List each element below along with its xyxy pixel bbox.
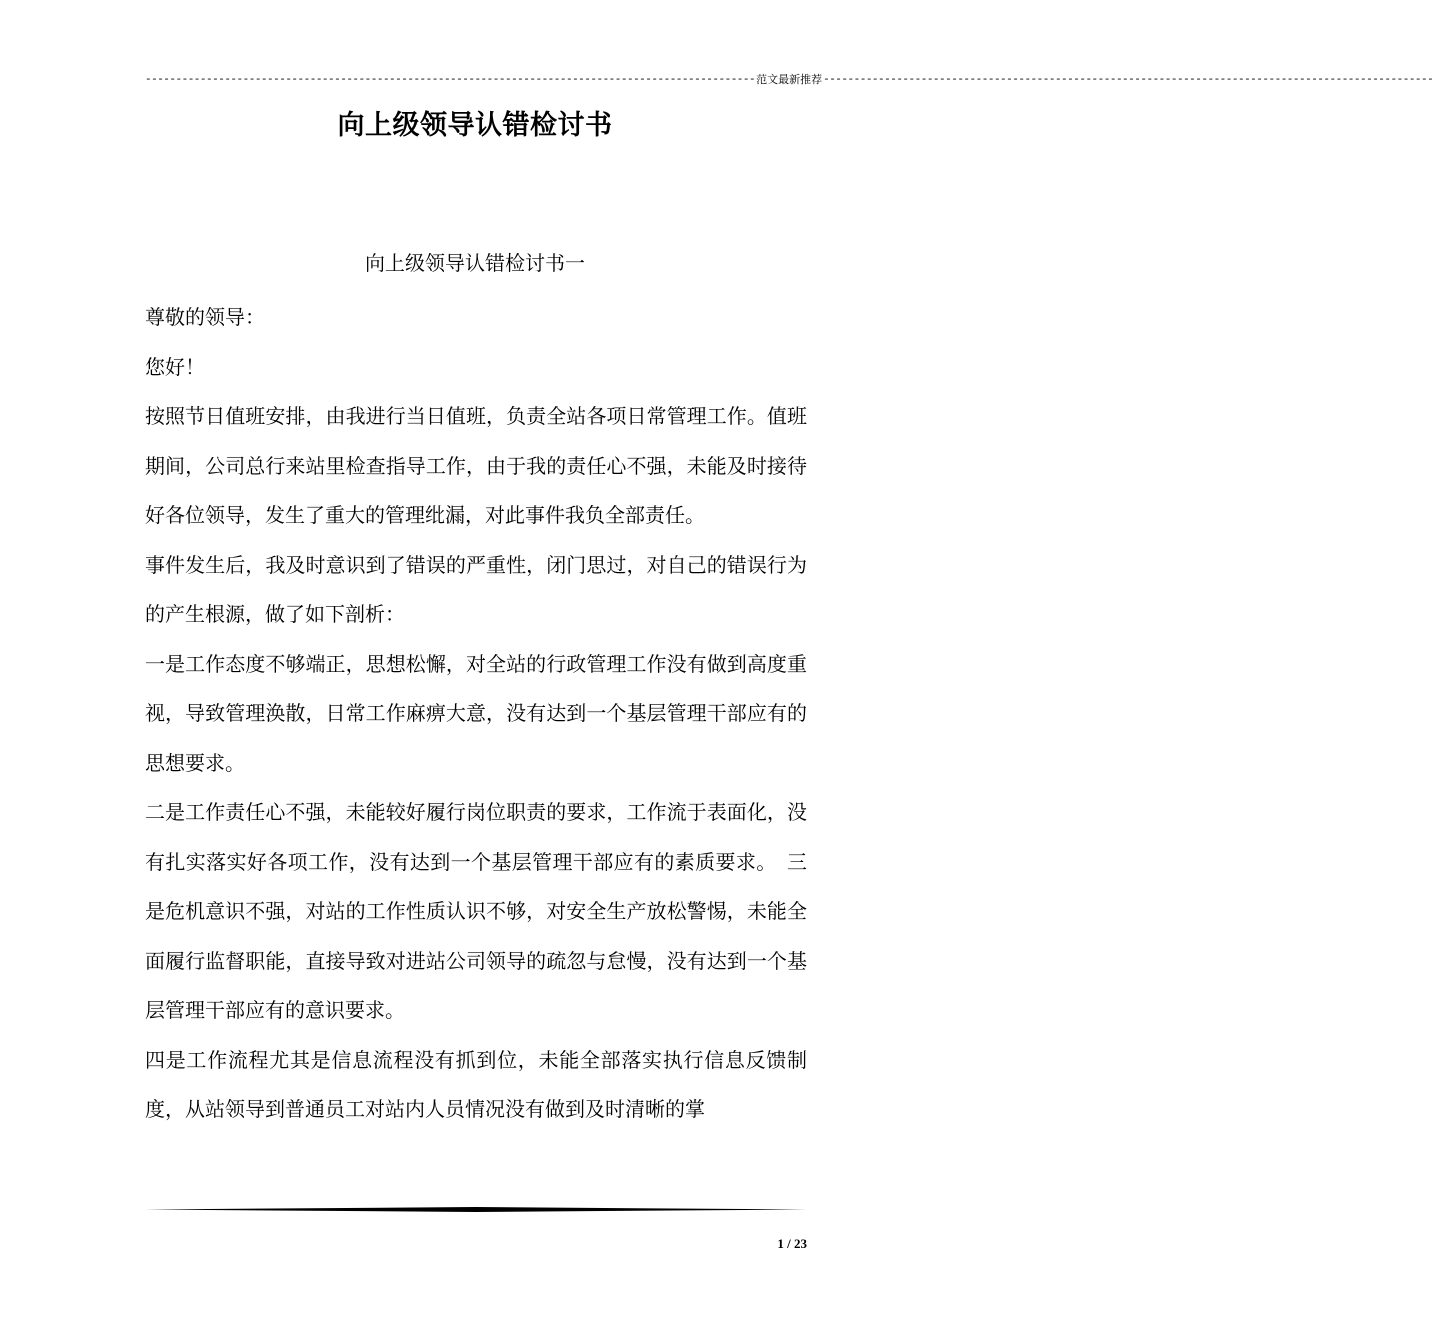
page-number [777,1236,807,1252]
paragraph: 一是工作态度不够端正，思想松懈，对全站的行政管理工作没有做到高度重视，导致管理涣散，日常工作麻痹大意，没有达到一个基层管理干部应有的思想要求。 [145,651,807,775]
document-body [145,293,807,1135]
header-label: 范文最新推荐 [756,73,823,86]
paragraph-greeting: 您好！ [145,354,205,379]
header-dash-left: ---------------------------------------------------------------------------------------------------- [145,74,756,86]
page-current: 1 [777,1236,784,1251]
paragraph-salutation: 尊敬的领导： [145,305,265,329]
footer-rule [145,1207,807,1212]
header-dash-right: ---------------------------------------------------------------------------------------------------- [823,74,1433,86]
document-title: 向上级领导认错检讨书 [337,110,613,141]
paragraph: 事件发生后，我及时意识到了错误的严重性，闭门思过，对自己的错误行为的产生根源，做了如下剖析： [145,552,807,626]
paragraph: 按照节日值班安排，由我进行当日值班，负责全站各项日常管理工作。值班期间，公司总行来站里检查指导工作，由于我的责任心不强，未能及时接待好各位领导，发生了重大的管理纰漏，对此事件我负全部责任。 [145,404,807,527]
page-separator: / [787,1236,791,1251]
paragraph: 四是工作流程尤其是信息流程没有抓到位，未能全部落实执行信息反馈制度，从站领导到普通员工对站内人员情况没有做到及时清晰的掌 [145,1047,807,1121]
page-total: 23 [794,1236,807,1251]
paragraph: 二是工作责任心不强，未能较好履行岗位职责的要求，工作流于表面化，没有扎实落实好各项工作，没有达到一个基层管理干部应有的素质要求。 三是危机意识不强，对站的工作性质认识不够，对安全生产放松警惕，未能全面履行监督职能，直接导致对进站公司领导的疏忽与怠慢，没有达到一个基层管理干部应有的意识要求。 [145,800,807,1022]
document-subtitle: 向上级领导认错检讨书一 [365,251,585,275]
page-header [145,73,1433,87]
